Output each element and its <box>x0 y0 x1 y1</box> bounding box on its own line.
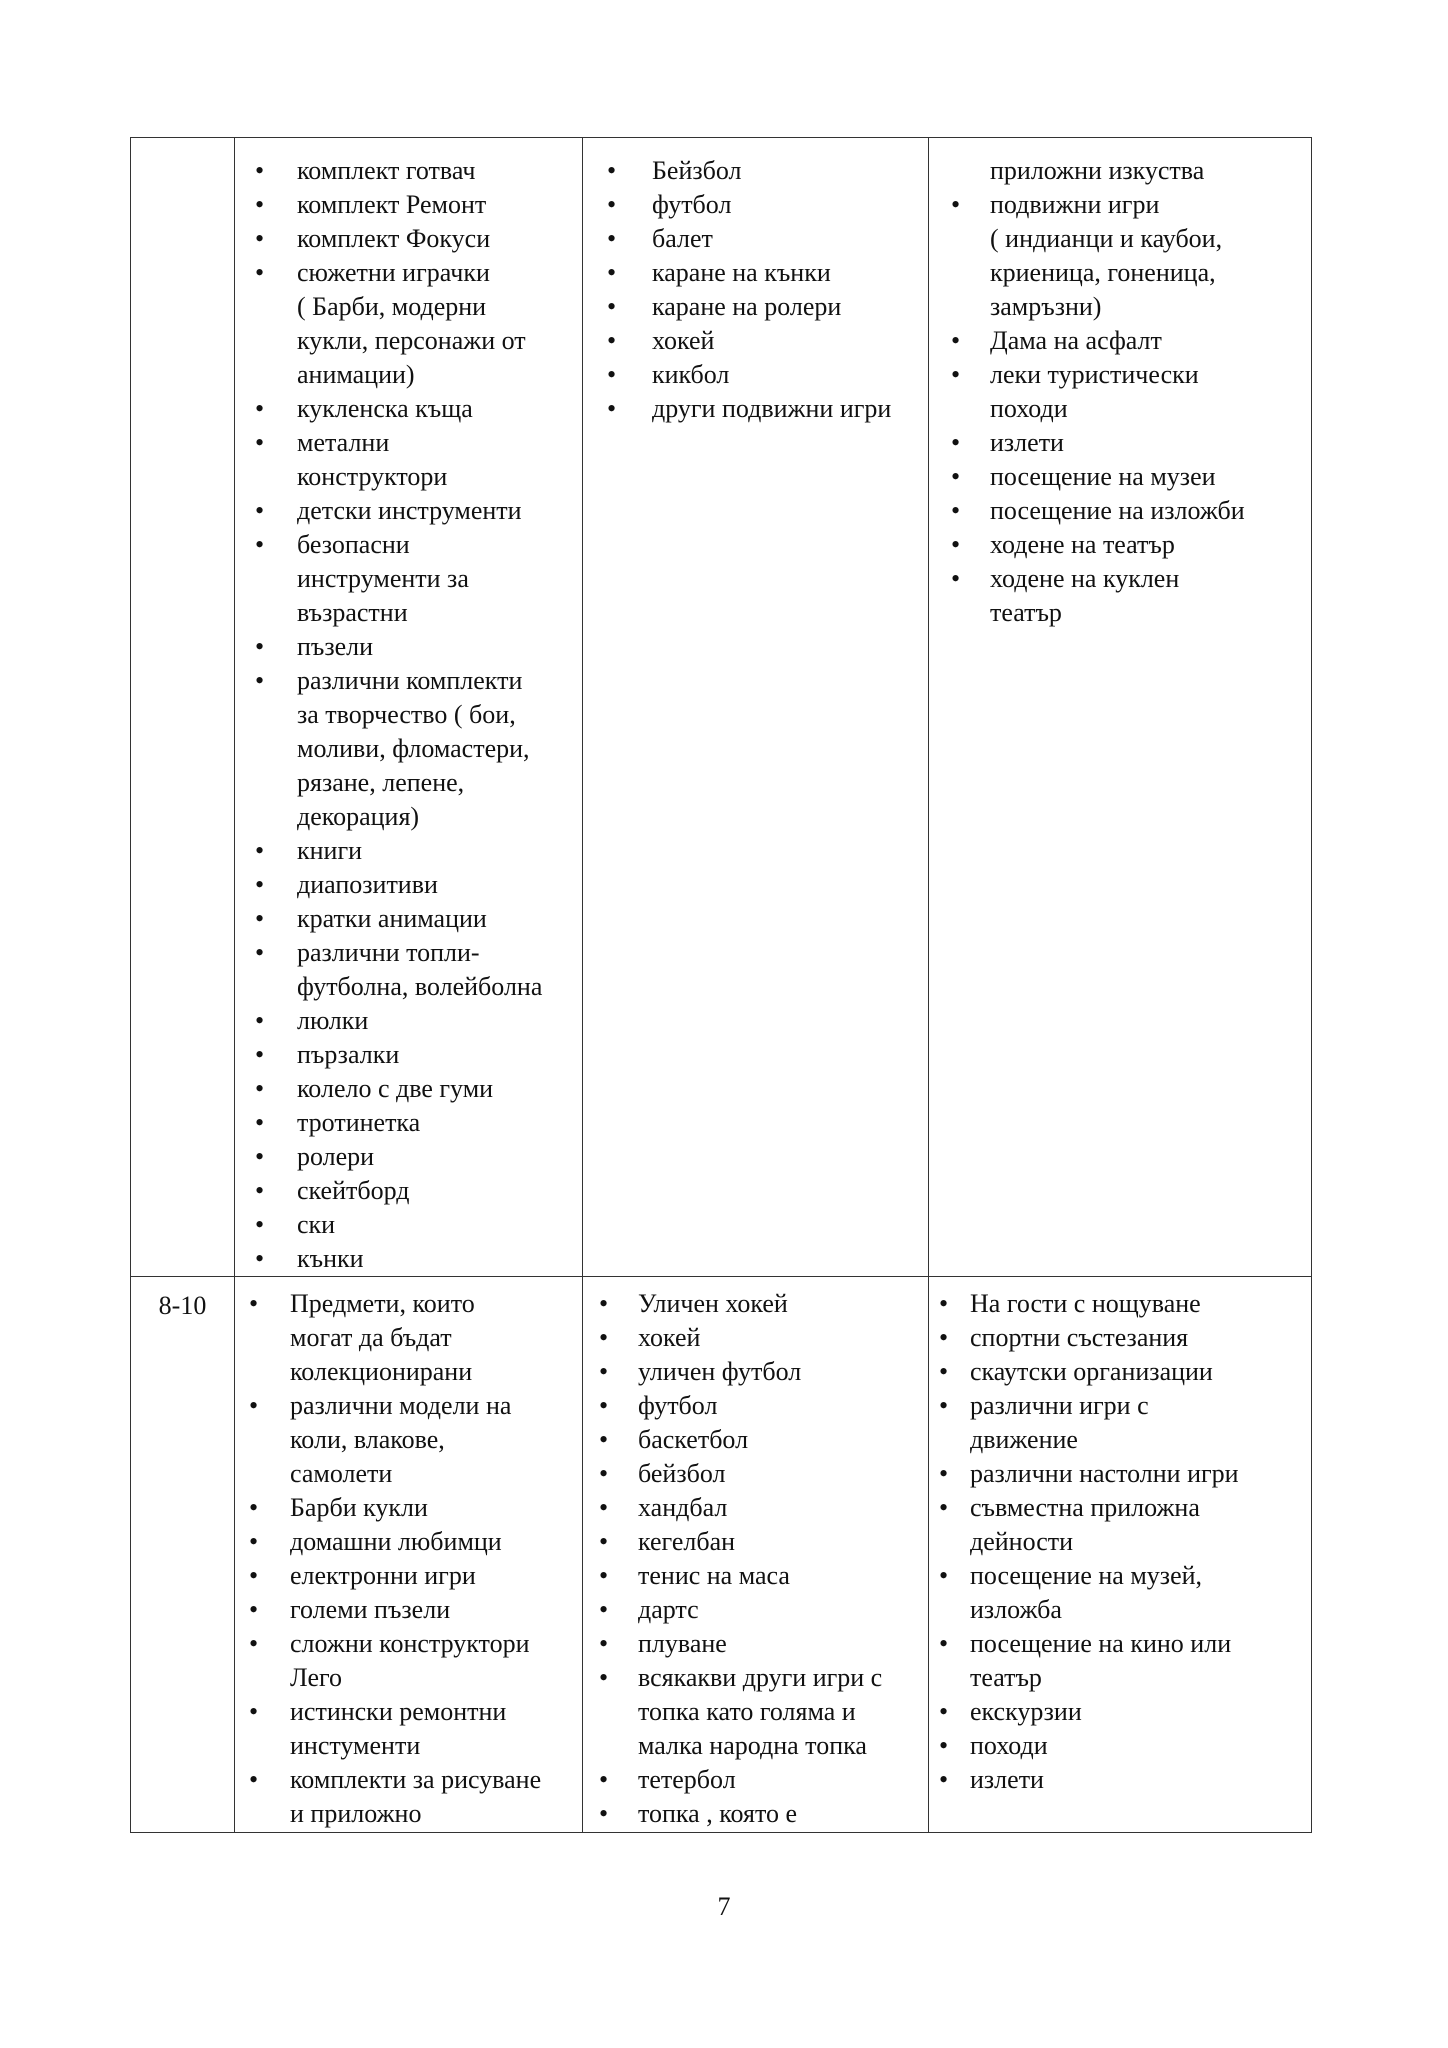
table-row <box>131 138 1312 1277</box>
list-item: • пързалки <box>235 1038 578 1072</box>
list-item: • комплект Ремонт <box>235 188 578 222</box>
list-item: • ходене на куклен театър <box>929 562 1307 630</box>
list-item: • колело с две гуми <box>235 1072 578 1106</box>
toys-cell <box>235 1277 583 1833</box>
toys-list <box>235 1277 582 1831</box>
sports-list <box>583 1277 928 1831</box>
list-item: • съвместна приложна дейности <box>929 1491 1307 1559</box>
list-item: • метални конструктори <box>235 426 578 494</box>
list-item-continued: приложни изкуства <box>990 156 1205 185</box>
list-item: • ходене на театър <box>929 528 1307 562</box>
list-item: • ски <box>235 1208 578 1242</box>
activities-list-items <box>929 188 1311 630</box>
list-item: • комплект Фокуси <box>235 222 578 256</box>
toys-cell <box>235 138 583 1277</box>
list-item: • каране на ролери <box>583 290 924 324</box>
list-item: • посещение на музеи <box>929 460 1307 494</box>
list-item: • бейзбол <box>583 1457 924 1491</box>
list-item: • комплекти за рисуване и приложно <box>235 1763 578 1831</box>
list-item: • футбол <box>583 188 924 222</box>
activities-cell <box>929 1277 1312 1833</box>
list-item: • люлки <box>235 1004 578 1038</box>
page-number: 7 <box>717 1892 731 1921</box>
list-item: • детски инструменти <box>235 494 578 528</box>
list-item: • Предмети, които могат да бъдат колекционирани <box>235 1287 578 1389</box>
list-item: • тенис на маса <box>583 1559 924 1593</box>
table-row <box>131 1277 1312 1833</box>
list-item: • тротинетка <box>235 1106 578 1140</box>
list-item: • кикбол <box>583 358 924 392</box>
list-item: • Барби кукли <box>235 1491 578 1525</box>
list-item: • футбол <box>583 1389 924 1423</box>
list-item: • различни топли- футболна, волейболна <box>235 936 578 1004</box>
list-item: • кукленска къща <box>235 392 578 426</box>
list-item: • посещение на изложби <box>929 494 1307 528</box>
sports-cell <box>583 1277 929 1833</box>
list-item: • истински ремонтни инстументи <box>235 1695 578 1763</box>
list-item: • плуване <box>583 1627 924 1661</box>
list-item: • Бейзбол <box>583 154 924 188</box>
list-item: • скейтборд <box>235 1174 578 1208</box>
list-item: • балет <box>583 222 924 256</box>
toys-list <box>235 138 582 1276</box>
age-cell <box>131 138 235 1277</box>
list-item: • кегелбан <box>583 1525 924 1559</box>
list-item: • екскурзии <box>929 1695 1307 1729</box>
list-item: • каране на кънки <box>583 256 924 290</box>
list-item: • топка , която е <box>583 1797 924 1831</box>
list-item: • големи пъзели <box>235 1593 578 1627</box>
list-item: • книги <box>235 834 578 868</box>
list-item: • кънки <box>235 1242 578 1276</box>
list-item: • различни модели на коли, влакове, самолети <box>235 1389 578 1491</box>
list-item: • хокей <box>583 324 924 358</box>
list-item: • пъзели <box>235 630 578 664</box>
list-item: • домашни любимци <box>235 1525 578 1559</box>
list-item: • комплект готвач <box>235 154 578 188</box>
list-item: • Уличен хокей <box>583 1287 924 1321</box>
list-item: • хандбал <box>583 1491 924 1525</box>
list-item: • посещение на музей, изложба <box>929 1559 1307 1627</box>
list-item: • електронни игри <box>235 1559 578 1593</box>
list-item: • тетербол <box>583 1763 924 1797</box>
sports-list <box>583 138 928 426</box>
list-item: • сюжетни играчки ( Барби, модерни кукли, персонажи от анимации) <box>235 256 578 392</box>
list-item: • други подвижни игри <box>583 392 924 426</box>
list-item: • излети <box>929 1763 1307 1797</box>
list-item: • спортни състезания <box>929 1321 1307 1355</box>
list-item: • кратки анимации <box>235 902 578 936</box>
age-label: 8-10 <box>158 1291 207 1320</box>
list-item: • Дама на асфалт <box>929 324 1307 358</box>
list-item: • подвижни игри ( индианци и каубои, криеница, гоненица, замръзни) <box>929 188 1307 324</box>
activities-table <box>130 137 1312 1833</box>
list-item: • безопасни инструменти за възрастни <box>235 528 578 630</box>
activities-cell <box>929 138 1312 1277</box>
list-item: • сложни конструктори Лего <box>235 1627 578 1695</box>
activities-list <box>929 138 1311 188</box>
age-cell <box>131 1277 235 1833</box>
list-item: • ролери <box>235 1140 578 1174</box>
list-item: • различни комплекти за творчество ( бои, моливи, фломастери, рязане, лепене, декорация) <box>235 664 578 834</box>
list-item: • излети <box>929 426 1307 460</box>
age-label <box>131 138 234 150</box>
list-item: • баскетбол <box>583 1423 924 1457</box>
list-item: • различни игри с движение <box>929 1389 1307 1457</box>
list-item: • всякакви други игри с топка като голяма и малка народна топка <box>583 1661 924 1763</box>
list-item: • диапозитиви <box>235 868 578 902</box>
list-item: • посещение на кино или театър <box>929 1627 1307 1695</box>
list-item: • уличен футбол <box>583 1355 924 1389</box>
list-item: • походи <box>929 1729 1307 1763</box>
activities-list <box>929 1277 1311 1797</box>
list-item: • скаутски организации <box>929 1355 1307 1389</box>
sports-cell <box>583 138 929 1277</box>
list-item: • дартс <box>583 1593 924 1627</box>
list-item: • хокей <box>583 1321 924 1355</box>
list-item: • леки туристически походи <box>929 358 1307 426</box>
list-item: • различни настолни игри <box>929 1457 1307 1491</box>
list-item: • На гости с нощуване <box>929 1287 1307 1321</box>
